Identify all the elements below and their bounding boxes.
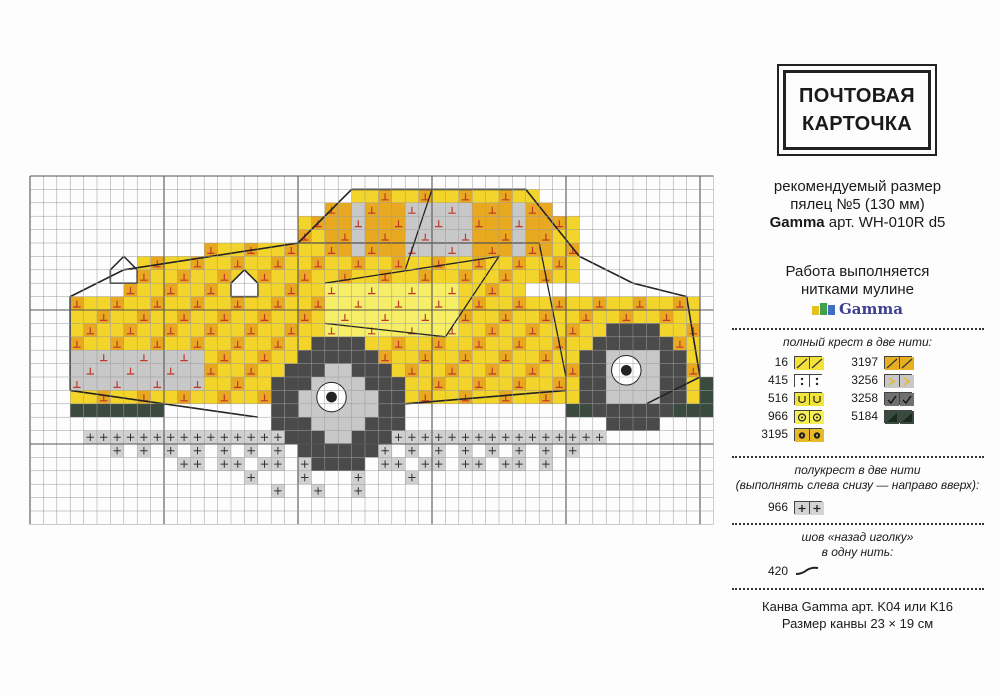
stamp-line-1: ПОЧТОВАЯ xyxy=(799,85,915,107)
legend-swatch-icon xyxy=(884,392,912,405)
legend-code: 516 xyxy=(767,391,788,405)
legend-code: 16 xyxy=(774,355,788,369)
recommend-article-code: арт. WH-010R d5 xyxy=(828,214,946,231)
divider-1 xyxy=(732,328,984,330)
backstitch-code: 420 xyxy=(767,564,788,578)
legend-swatch-icon xyxy=(794,356,822,369)
legend-item-16 xyxy=(760,355,822,369)
legend-item-3258 xyxy=(850,391,912,405)
half-cross-title-2: (выполнять слева снизу — направо вверх): xyxy=(735,478,980,492)
stamp-line-2: КАРТОЧКА xyxy=(801,113,913,135)
work-line-1: Работа выполняется xyxy=(785,263,930,280)
gamma-logo-icon xyxy=(812,303,835,315)
footer-line-1: Канва Gamma арт. K04 или K16 xyxy=(762,599,953,614)
legend-code: 966 xyxy=(767,500,788,514)
backstitch-title-1: шов «назад иголку» xyxy=(801,530,914,544)
legend-half-966 xyxy=(760,500,822,514)
legend-item-3195 xyxy=(760,427,822,441)
legend-swatch-icon xyxy=(884,356,912,369)
legend-swatch-icon xyxy=(794,392,822,405)
recommend-article xyxy=(730,214,985,232)
legend-item-415 xyxy=(760,373,822,387)
recommend-line-2: пялец №5 (130 мм) xyxy=(790,196,925,213)
half-cross-title-1: полукрест в две нити xyxy=(794,463,921,477)
brand-mark xyxy=(730,300,985,318)
legend-swatch-icon xyxy=(884,374,912,387)
legend-code: 3256 xyxy=(851,373,878,387)
legend-swatch-icon xyxy=(794,428,822,441)
backstitch-legend-item xyxy=(760,564,820,578)
legend-code: 3258 xyxy=(851,391,878,405)
divider-4 xyxy=(732,588,984,590)
backstitch-title-2: в одну нить: xyxy=(821,545,894,559)
recommend-brand: Gamma xyxy=(769,214,825,231)
legend-item-5184 xyxy=(850,409,912,423)
legend-code: 3197 xyxy=(851,355,878,369)
full-cross-title: полный крест в две нити: xyxy=(783,335,932,349)
postcard-stamp xyxy=(783,70,931,150)
divider-2 xyxy=(732,456,984,458)
legend-code: 966 xyxy=(767,409,788,423)
legend-code: 3195 xyxy=(761,427,788,441)
legend-swatch-icon xyxy=(794,374,822,387)
work-note-block xyxy=(730,263,985,318)
legend-code: 5184 xyxy=(851,409,878,423)
divider-3 xyxy=(732,523,984,525)
footer-line-2: Размер канвы 23 × 19 см xyxy=(781,616,934,631)
legend-item-516 xyxy=(760,391,822,405)
recommend-line-1: рекомендуемый размер xyxy=(773,178,942,195)
legend-swatch-icon xyxy=(794,501,822,514)
work-line-2: нитками мулине xyxy=(800,281,915,298)
legend-swatch-icon xyxy=(884,410,912,423)
legend-item-3197 xyxy=(850,355,912,369)
legend-code: 415 xyxy=(767,373,788,387)
recommendation-block xyxy=(730,178,985,232)
backstitch-line-icon xyxy=(794,565,820,577)
brand-name: Gamma xyxy=(839,300,903,318)
legend-swatch-icon xyxy=(794,410,822,423)
legend-item-3256 xyxy=(850,373,912,387)
canvas-info xyxy=(735,598,980,632)
legend-item-966 xyxy=(760,409,822,423)
